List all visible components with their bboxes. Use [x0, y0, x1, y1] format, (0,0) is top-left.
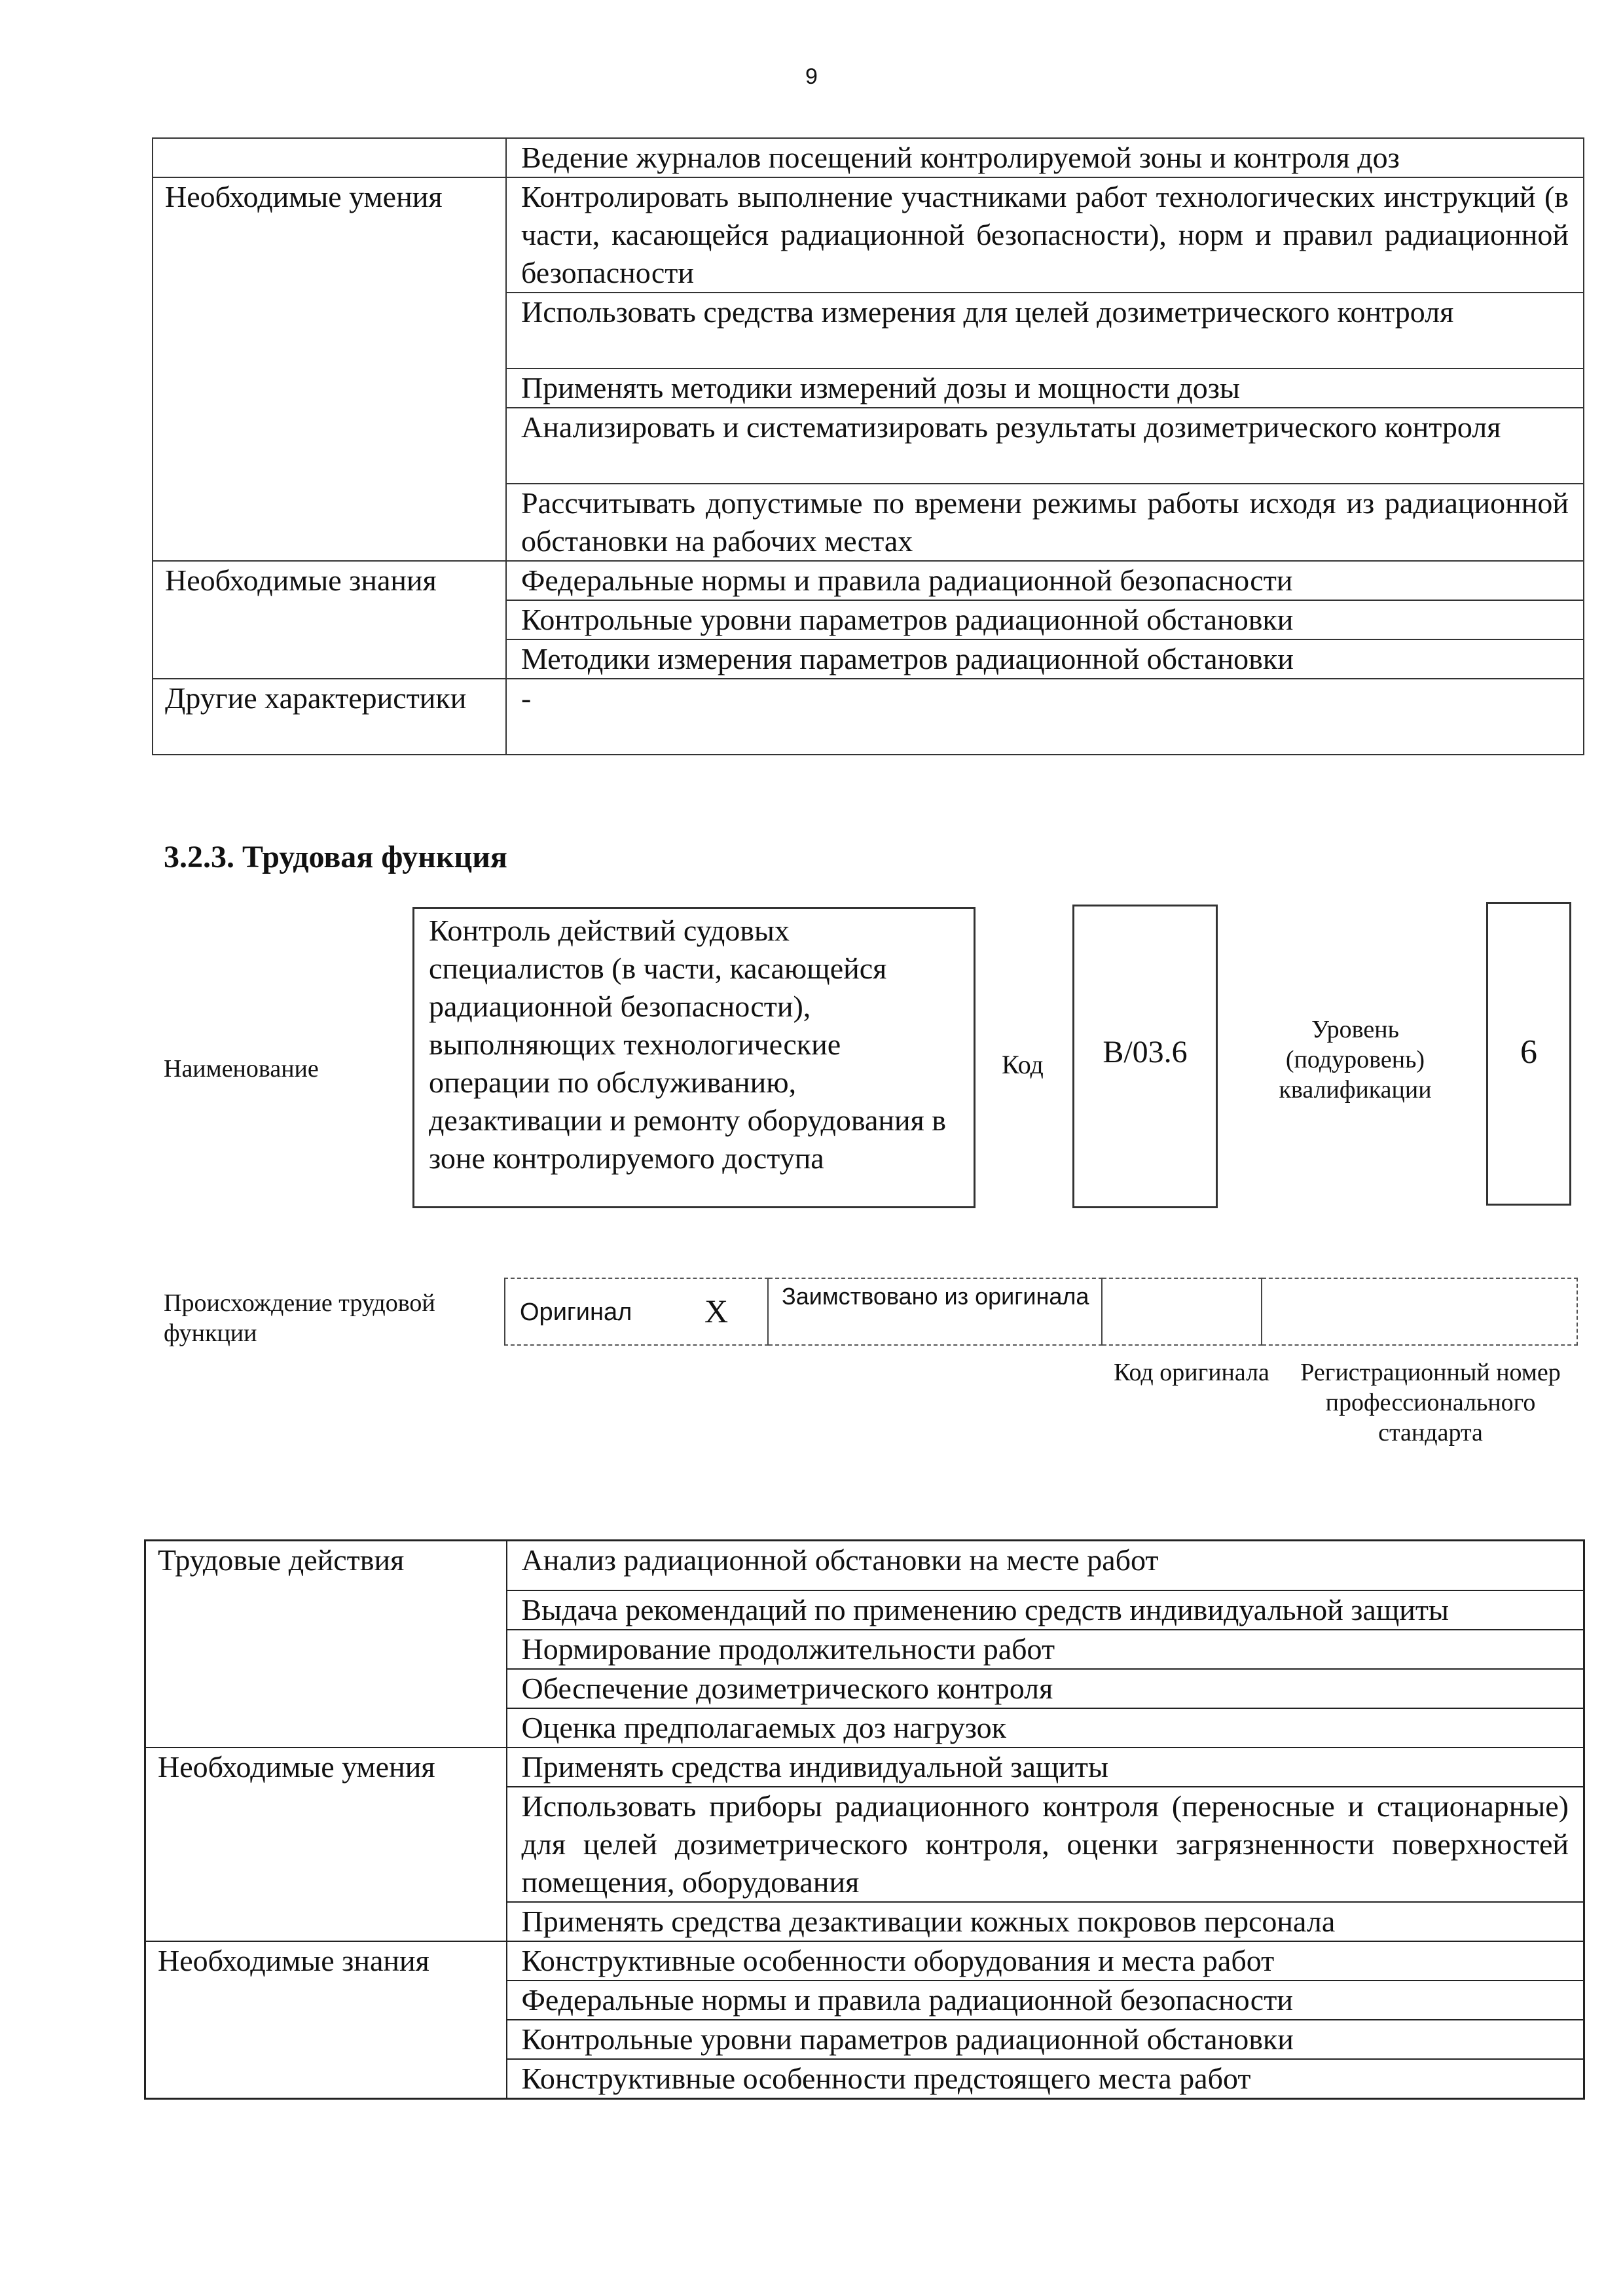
page-number: 9 — [805, 64, 818, 89]
code-label: Код — [1002, 1050, 1044, 1079]
table-top-item: Применять методики измерений дозы и мощности дозы — [506, 368, 1584, 408]
table-bottom-item: Применять средства дезактивации кожных покровов персонала — [507, 1902, 1584, 1941]
table-bottom-item: Конструктивные особенности предстоящего места работ — [507, 2059, 1584, 2099]
borrowed-cell — [769, 1278, 1103, 1346]
table-top-label-knowledge: Необходимые знания — [153, 561, 506, 679]
registration-number-caption: Регистрационный номер профессионального стандарта — [1300, 1359, 1561, 1446]
borrowed-label: Заимствовано из оригинала — [782, 1283, 1089, 1310]
original-code-caption: Код оригинала — [1114, 1359, 1269, 1386]
level-value: 6 — [1520, 1033, 1537, 1071]
original-cell — [504, 1278, 769, 1346]
origin-label: Происхождение трудовой функции — [164, 1289, 435, 1347]
original-label: Оригинал — [520, 1299, 632, 1326]
table-top-item: Ведение журналов посещений контролируемой зоны и контроля доз — [506, 138, 1584, 177]
table-top-item: - — [506, 679, 1584, 755]
table-bottom-item: Применять средства индивидуальной защиты — [507, 1748, 1584, 1787]
table-top-label-empty — [153, 138, 506, 177]
table-bottom-item: Контрольные уровни параметров радиационной обстановки — [507, 2020, 1584, 2059]
original-mark: X — [704, 1293, 729, 1329]
original-code-cell — [1103, 1278, 1262, 1346]
section-title: 3.2.3. Трудовая функция — [164, 840, 507, 874]
table-top-item: Рассчитывать допустимые по времени режимы работы исходя из радиационной обстановки на рабочих местах — [506, 484, 1584, 561]
level-label: Уровень (подуровень) квалификации — [1279, 1016, 1432, 1103]
table-top-item: Контрольные уровни параметров радиационной обстановки — [506, 600, 1584, 639]
table-top-label-skills: Необходимые умения — [153, 177, 506, 561]
table-bottom-item: Федеральные нормы и правила радиационной безопасности — [507, 1981, 1584, 2020]
table-bottom-item: Выдача рекомендаций по применению средств индивидуальной защиты — [507, 1590, 1584, 1630]
table-bottom-item: Оценка предполагаемых доз нагрузок — [507, 1708, 1584, 1748]
table-bottom-item: Анализ радиационной обстановки на месте работ — [507, 1541, 1584, 1590]
registration-number-cell — [1262, 1278, 1578, 1346]
table-bottom-label-actions: Трудовые действия — [145, 1541, 507, 1748]
function-name-box: Контроль действий судовых специалистов (в части, касающейся радиационной безопасности), выполняющих технологические операции по обслуживанию, дезактивации и ремонту оборудования в зоне контролируемого доступа — [412, 907, 976, 1208]
origin-row — [504, 1278, 1578, 1350]
skills-knowledge-table-bottom — [144, 1539, 1585, 2100]
skills-knowledge-table-top — [152, 137, 1584, 755]
table-top-item: Контролировать выполнение участниками работ технологических инструкций (в части, касающейся радиационной безопасности), норм и правил радиационной безопасности — [506, 177, 1584, 293]
table-top-label-other: Другие характеристики — [153, 679, 506, 755]
table-bottom-item: Нормирование продолжительности работ — [507, 1630, 1584, 1669]
code-value: B/03.6 — [1103, 1035, 1188, 1069]
table-bottom-item: Конструктивные особенности оборудования и места работ — [507, 1941, 1584, 1981]
name-label: Наименование — [164, 1055, 319, 1083]
table-bottom-label-knowledge: Необходимые знания — [145, 1941, 507, 2099]
table-bottom-label-skills: Необходимые умения — [145, 1748, 507, 1941]
table-top-item: Использовать средства измерения для целей дозиметрического контроля — [506, 293, 1584, 368]
table-top-item: Анализировать и систематизировать результаты дозиметрического контроля — [506, 408, 1584, 484]
table-bottom-item: Обеспечение дозиметрического контроля — [507, 1669, 1584, 1708]
table-top-item: Методики измерения параметров радиационной обстановки — [506, 639, 1584, 679]
table-top-item: Федеральные нормы и правила радиационной безопасности — [506, 561, 1584, 600]
table-bottom-item: Использовать приборы радиационного контроля (переносные и стационарные) для целей дозиметрического контроля, оценки загрязненности поверхностей помещения, оборудования — [507, 1787, 1584, 1902]
